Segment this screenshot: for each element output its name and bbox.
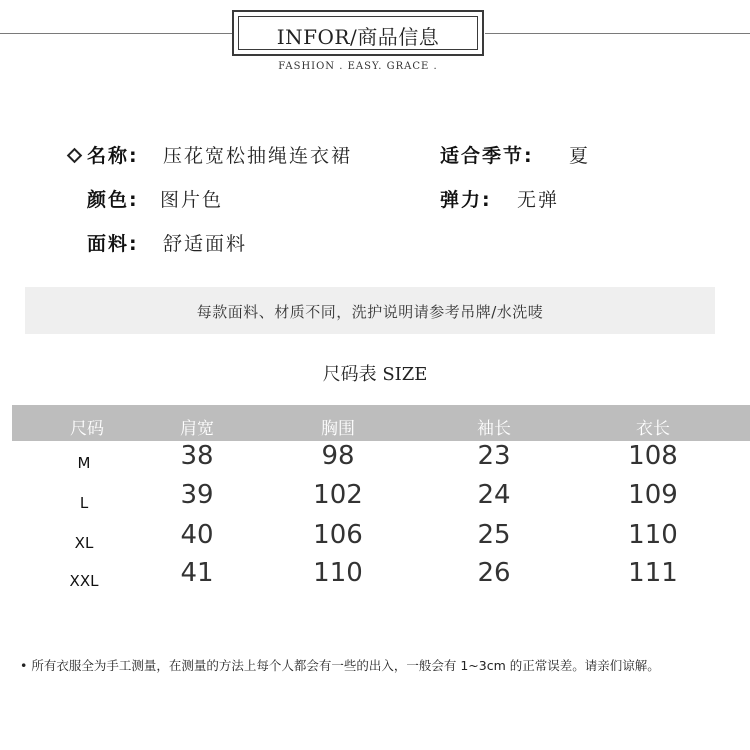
table-cell: 102 [313,480,363,510]
table-cell: 40 [180,520,214,550]
fabric-value: 舒适面料 [163,233,248,255]
header-rule-left [0,33,232,34]
size-table-header [12,405,750,441]
table-cell: 110 [628,520,678,550]
header-size: 尺码 [70,419,104,439]
name-label: 名称: [87,145,139,167]
table-cell: 111 [628,558,678,588]
table-cell: 26 [477,558,511,588]
size-table-title: 尺码表 SIZE [322,364,428,385]
table-row-size: XXL [69,572,99,590]
table-cell: 25 [477,520,511,550]
diamond-bullet-icon [67,148,83,164]
season-label: 适合季节: [440,145,534,167]
table-cell: 110 [313,558,363,588]
header-shoulder: 肩宽 [180,419,214,439]
table-row-size: L [79,494,89,512]
table-row-size: XL [74,534,94,552]
title-frame [232,10,484,56]
name-value: 压花宽松抽绳连衣裙 [163,145,353,167]
fabric-label: 面料: [87,233,139,255]
season-value: 夏 [569,145,591,167]
table-cell: 106 [313,520,363,550]
table-cell: 41 [180,558,214,588]
table-row-size: M [77,454,91,472]
measurement-footnote: • 所有衣服全为手工测量，在测量的方法上每个人都会有一些的出入，一般会有 1~3cm 的正常误差。请亲们谅解。 [20,658,660,673]
color-label: 颜色: [87,189,139,211]
page-subtitle: FASHION . EASY. GRACE . [278,61,438,72]
table-cell: 109 [628,480,678,510]
care-notice-bar [25,287,715,334]
care-notice-text: 每款面料、材质不同，洗护说明请参考吊牌/水洗唛 [196,303,544,321]
table-cell: 24 [477,480,511,510]
table-cell: 38 [180,441,214,471]
color-value: 图片色 [160,189,224,211]
page-title: INFOR/商品信息 [276,25,440,49]
table-cell: 108 [628,441,678,471]
header-bust: 胸围 [321,419,355,439]
elastic-label: 弹力: [440,189,492,211]
header-sleeve: 袖长 [477,419,511,439]
header-length: 衣长 [636,419,670,439]
header-rule-right [485,33,750,34]
table-cell: 39 [180,480,214,510]
elastic-value: 无弹 [517,189,560,211]
table-cell: 98 [321,441,355,471]
table-cell: 23 [477,441,511,471]
